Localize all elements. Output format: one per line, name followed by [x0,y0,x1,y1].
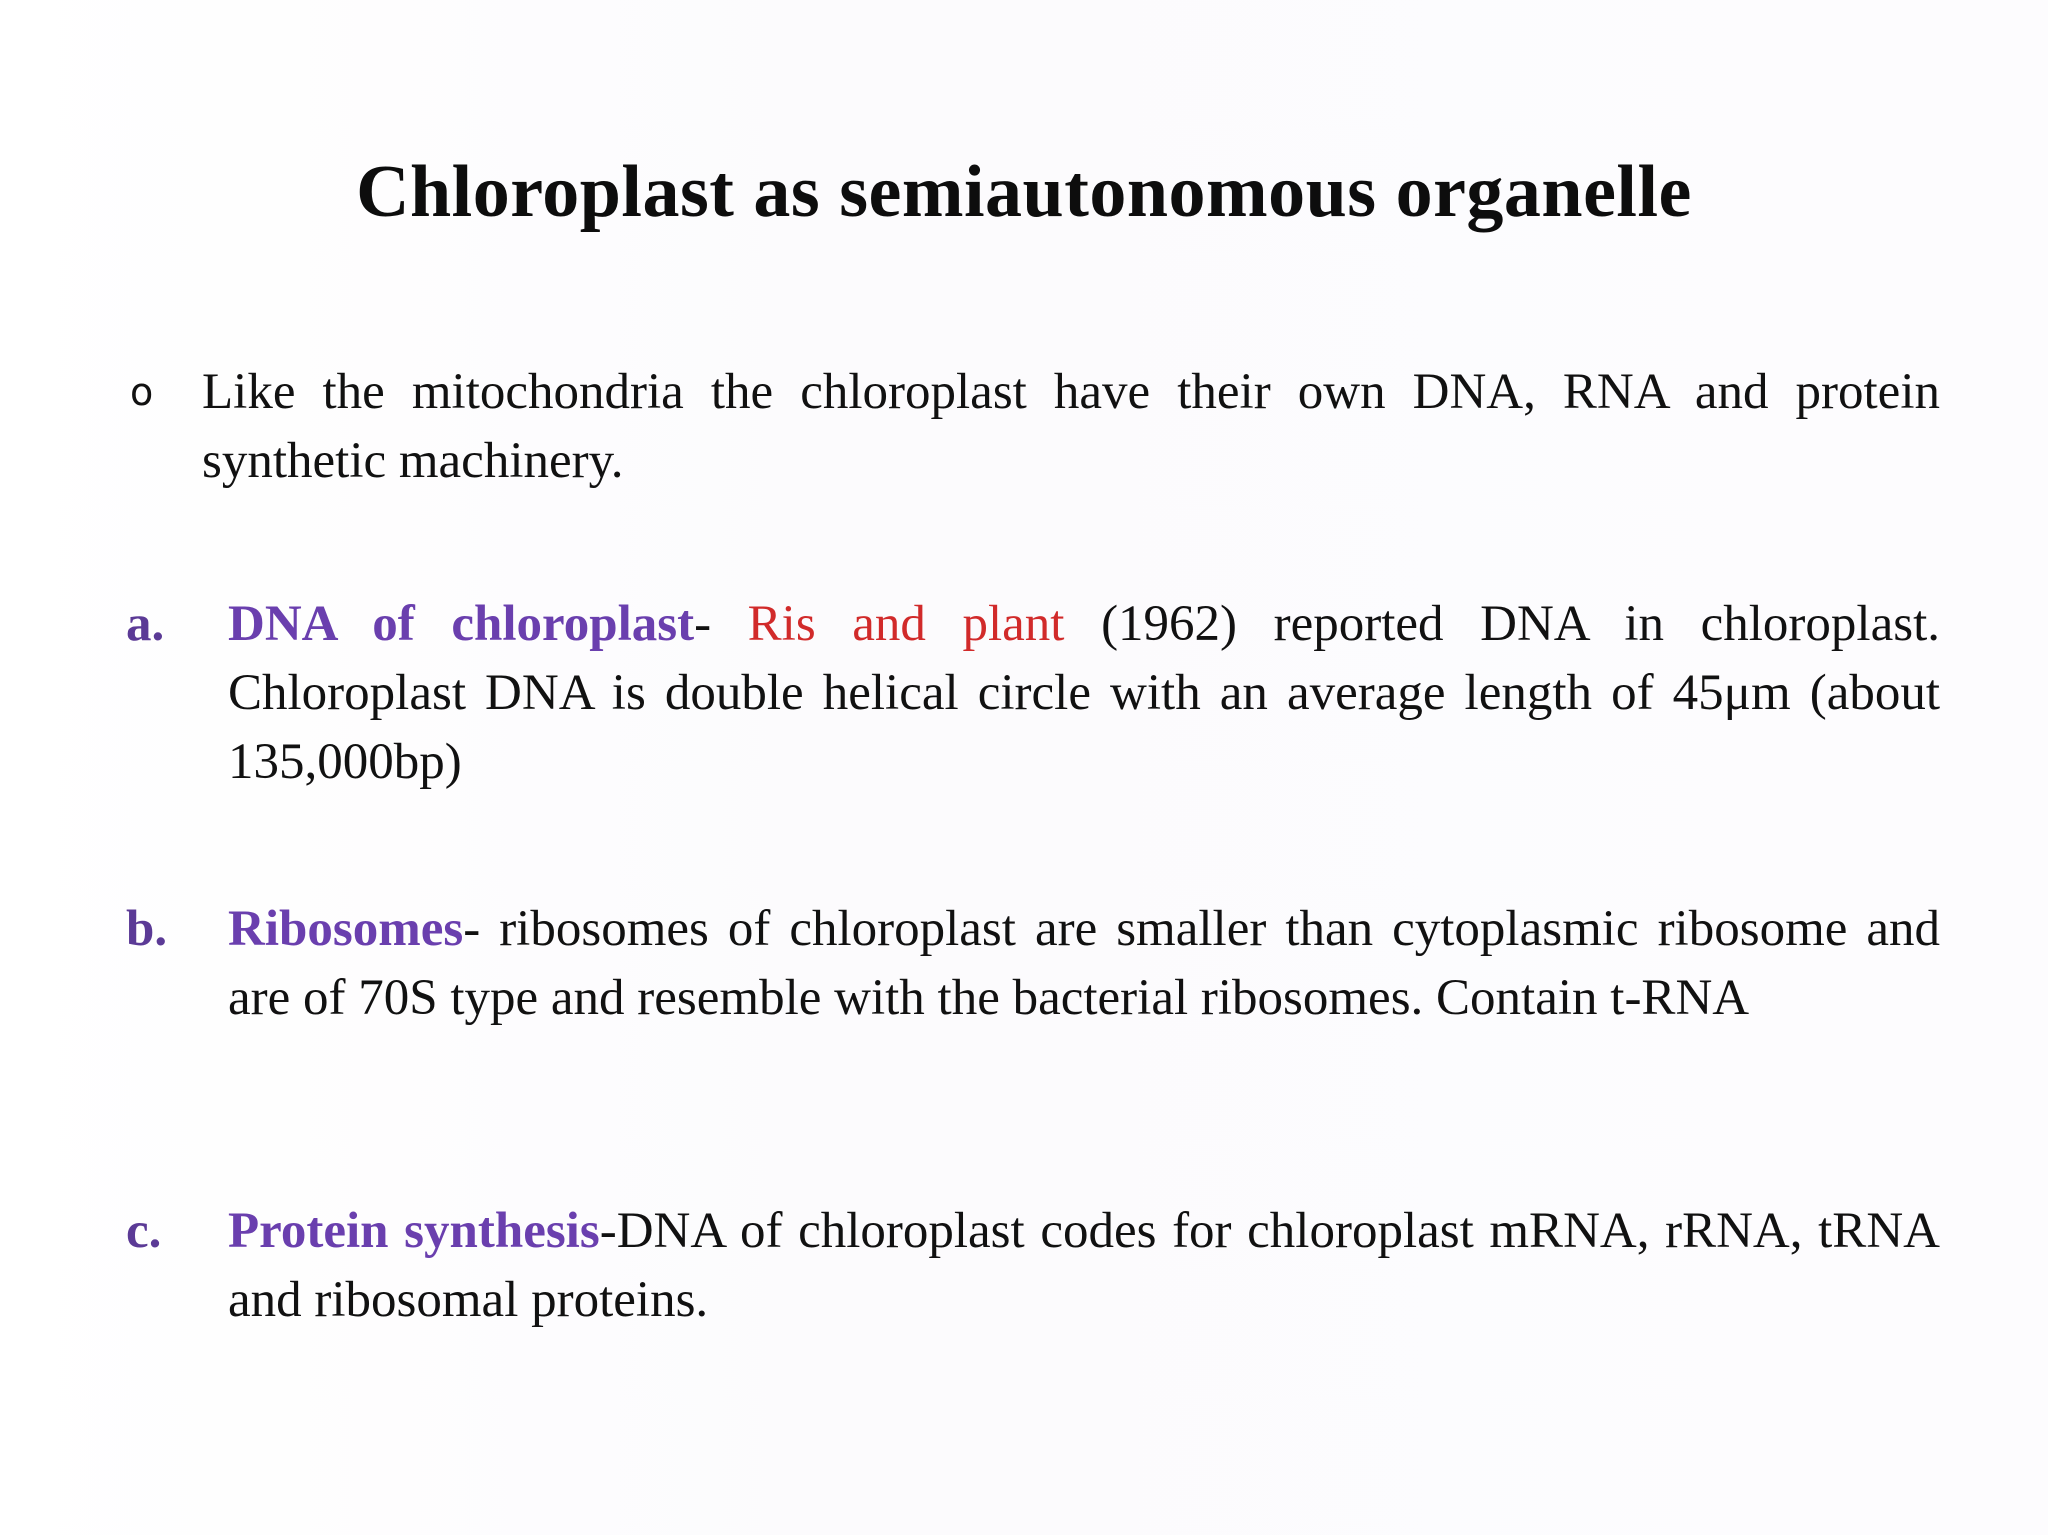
item-body [228,1197,1940,1335]
item-term: Ribosomes [228,901,464,957]
item-separator: - [463,901,500,957]
item-label: c. [126,1203,162,1259]
item-label: a. [126,596,165,652]
list-item-protein-synthesis [126,1197,1940,1335]
list-item-dna [126,590,1940,797]
item-text: DNA of chloroplast codes for chloroplast mRNA, rRNA, tRNA and ribosomal proteins. [228,1203,1940,1328]
item-text: ribosomes of chloroplast are smaller than cytoplasmic ribosome and are of 70S type and resemble with the bacterial ribosomes. Contain t-RNA [228,901,1941,1026]
item-text: (1962) reported DNA in chloroplast. Chloroplast DNA is double helical circle with an average length of 45μm (about 135,000bp) [228,596,1940,790]
bullet-circle-icon: o [130,370,154,414]
item-body [228,590,1940,797]
item-highlight: Ris and plant [747,596,1065,652]
item-body [228,895,1940,1033]
item-term: Protein synthesis [228,1203,600,1259]
item-term: DNA of chloroplast [228,596,695,652]
intro-text: Like the mitochondria the chloroplast have their own DNA, RNA and protein synthetic machinery. [202,364,1940,489]
list-item-ribosomes [126,895,1940,1033]
slide-title: Chloroplast as semiautonomous organelle [356,151,1692,233]
item-separator: - [599,1203,617,1259]
item-separator: - [694,596,748,652]
item-label: b. [126,901,168,957]
intro-bullet [128,358,1940,496]
